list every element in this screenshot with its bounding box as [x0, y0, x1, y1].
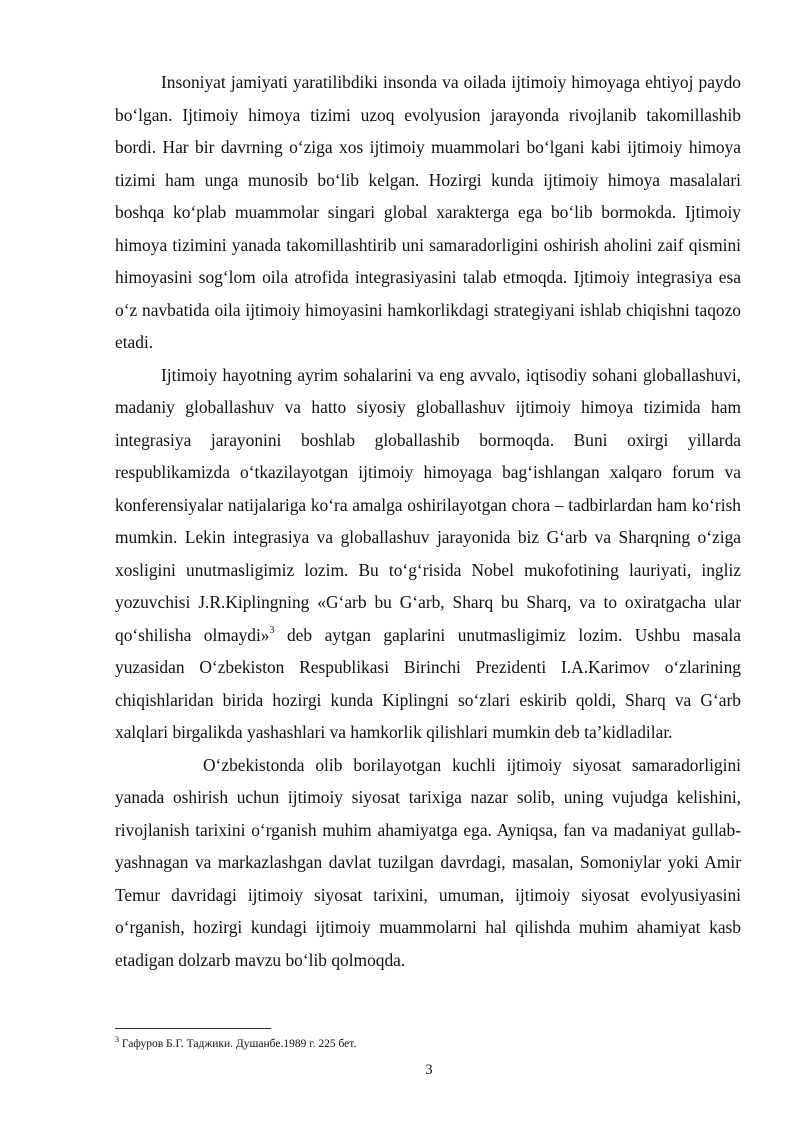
footnote-reference[interactable]: 3 — [269, 624, 275, 636]
footnote-marker: 3 — [115, 1035, 119, 1045]
paragraph-2 — [115, 359, 741, 749]
paragraph-3 — [115, 749, 741, 977]
paragraph-1-text: Insoniyat jamiyati yaratilibdiki insonda va oilada ijtimoiy himoyaga ehtiyoj paydo bo‘lgan. Ijtimoiy himoya tizimi uzoq evolyusion jarayonda rivojlanib takomillashib bordi. Har bir davrning o‘ziga xos ijtimoiy muammolari bo‘lgani kabi ijtimoiy himoya tizimi ham unga munosib bo‘lib kelgan. Hozirgi kunda ijtimoiy himoya masalalari boshqa ko‘plab muammolar singari global xarakterga ega bo‘lib bormokda. Ijtimoiy himoya tizimini yanada takomillashtirib uni samaradorligini oshirish aholini zaif qismini himoyasini sog‘lom oila atrofida integrasiyasini talab etmoqda. Ijtimoiy integrasiya esa o‘z navbatida oila ijtimoiy himoyasini hamkorlikdagi strategiyani ishlab chiqishni taqozo etadi. — [115, 72, 741, 352]
footnote-divider — [115, 1028, 271, 1029]
footnote — [115, 1037, 741, 1052]
document-body — [115, 66, 741, 976]
paragraph-2-text-part-1: Ijtimoiy hayotning ayrim sohalarini va eng avvalo, iqtisodiy sohani globallashuvi, madaniy globallashuv va hatto siyosiy globallashuv ijtimoiy himoya tizimida ham integrasiya jarayonini boshlab globallashib bormoqda. Buni oxirgi yillarda respublikamizda o‘tkazilayotgan ijtimoiy himoyaga bag‘ishlangan xalqaro forum va konferensiyalar natijalariga ko‘ra amalga oshirilayotgan chora – tadbirlardan ham ko‘rish mumkin. Lekin integrasiya va globallashuv jarayonida biz G‘arb va Sharqning o‘ziga xosligini unutmasligimiz lozim. Bu to‘g‘risida Nobel mukofotining lauriyati, ingliz yozuvchisi J.R.Kiplingning «G‘arb bu G‘arb, Sharq bu Sharq, va to oxiratgacha ular qo‘shilisha olmaydi» — [115, 364, 741, 645]
footnote-text: Гафуров Б.Г. Таджики. Душанбе.1989 г. 225 бет. — [119, 1038, 357, 1050]
paragraph-2-text-part-2: deb aytgan gaplarini unutmasligimiz lozim. Ushbu masala yuzasidan O‘zbekiston Respublikasi Birinchi Prezidenti I.A.Karimov o‘zlarining chiqishlaridan birida hozirgi kunda Kiplingni so‘zlari eskirib qoldi, Sharq va G‘arb xalqlari birgalikda yashashlari va hamkorlik qilishlari mumkin deb ta’kidladilar. — [115, 624, 741, 742]
paragraph-1 — [115, 66, 741, 359]
page-number: 3 — [425, 1062, 433, 1078]
paragraph-3-text: O‘zbekistonda olib borilayotgan kuchli ijtimoiy siyosat samaradorligini yanada oshirish uchun ijtimoiy siyosat tarixiga nazar solib, uning vujudga kelishini, rivojlanish tarixini o‘rganish muhim ahamiyatga ega. Ayniqsa, fan va madaniyat gullab-yashnagan va markazlashgan davlat tuzilgan davrdagi, masalan, Somoniylar yoki Amir Temur davridagi ijtimoiy siyosat tarixini, umuman, ijtimoiy siyosat evolyusiyasini o‘rganish, hozirgi kundagi ijtimoiy muammolarni hal qilishda muhim ahamiyat kasb etadigan dolzarb mavzu bo‘lib qolmoqda. — [115, 754, 741, 970]
